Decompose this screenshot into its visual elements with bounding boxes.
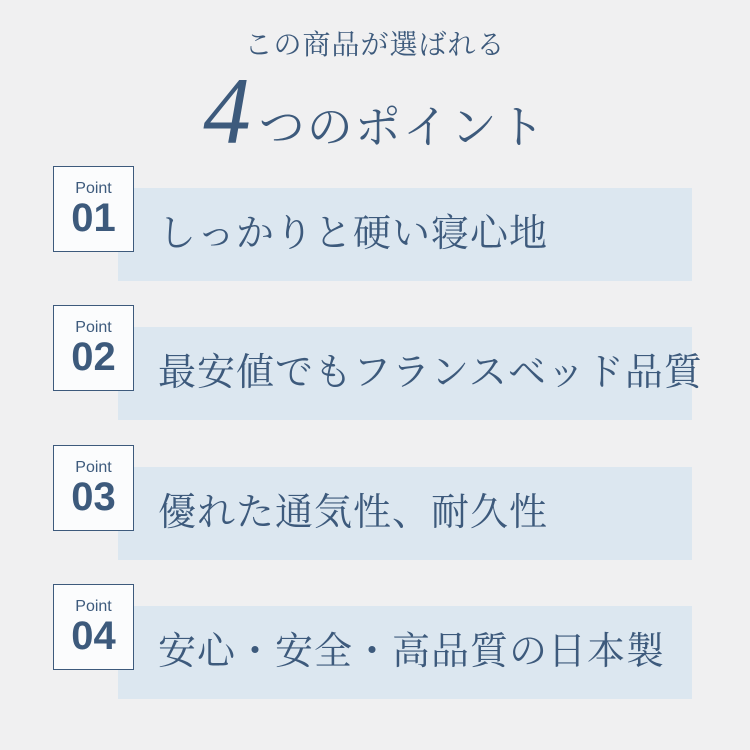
point-text: 安心・安全・高品質の日本製 xyxy=(158,631,666,673)
point-text: 優れた通気性、耐久性 xyxy=(158,492,549,534)
point-number-box xyxy=(53,305,134,391)
point-label: Point xyxy=(75,598,112,615)
point-text: 最安値でもフランスベッド品質 xyxy=(158,352,703,394)
point-row xyxy=(0,445,750,585)
banner-title-number: 4 xyxy=(203,58,251,164)
point-number-box xyxy=(53,166,134,252)
point-label: Point xyxy=(75,459,112,476)
point-row xyxy=(0,305,750,445)
point-label: Point xyxy=(75,319,112,336)
point-row xyxy=(0,584,750,724)
point-number-box xyxy=(53,445,134,531)
point-number: 03 xyxy=(71,475,116,520)
point-number-box xyxy=(53,584,134,670)
point-label: Point xyxy=(75,180,112,197)
point-text: しっかりと硬い寝心地 xyxy=(158,213,549,255)
point-number: 04 xyxy=(71,614,116,659)
point-number: 01 xyxy=(71,196,116,241)
banner-title-text: つのポイント xyxy=(258,102,547,153)
banner-title xyxy=(0,58,750,164)
banner-subtitle: この商品が選ばれる xyxy=(244,30,506,61)
point-row xyxy=(0,166,750,306)
point-number: 02 xyxy=(71,335,116,380)
